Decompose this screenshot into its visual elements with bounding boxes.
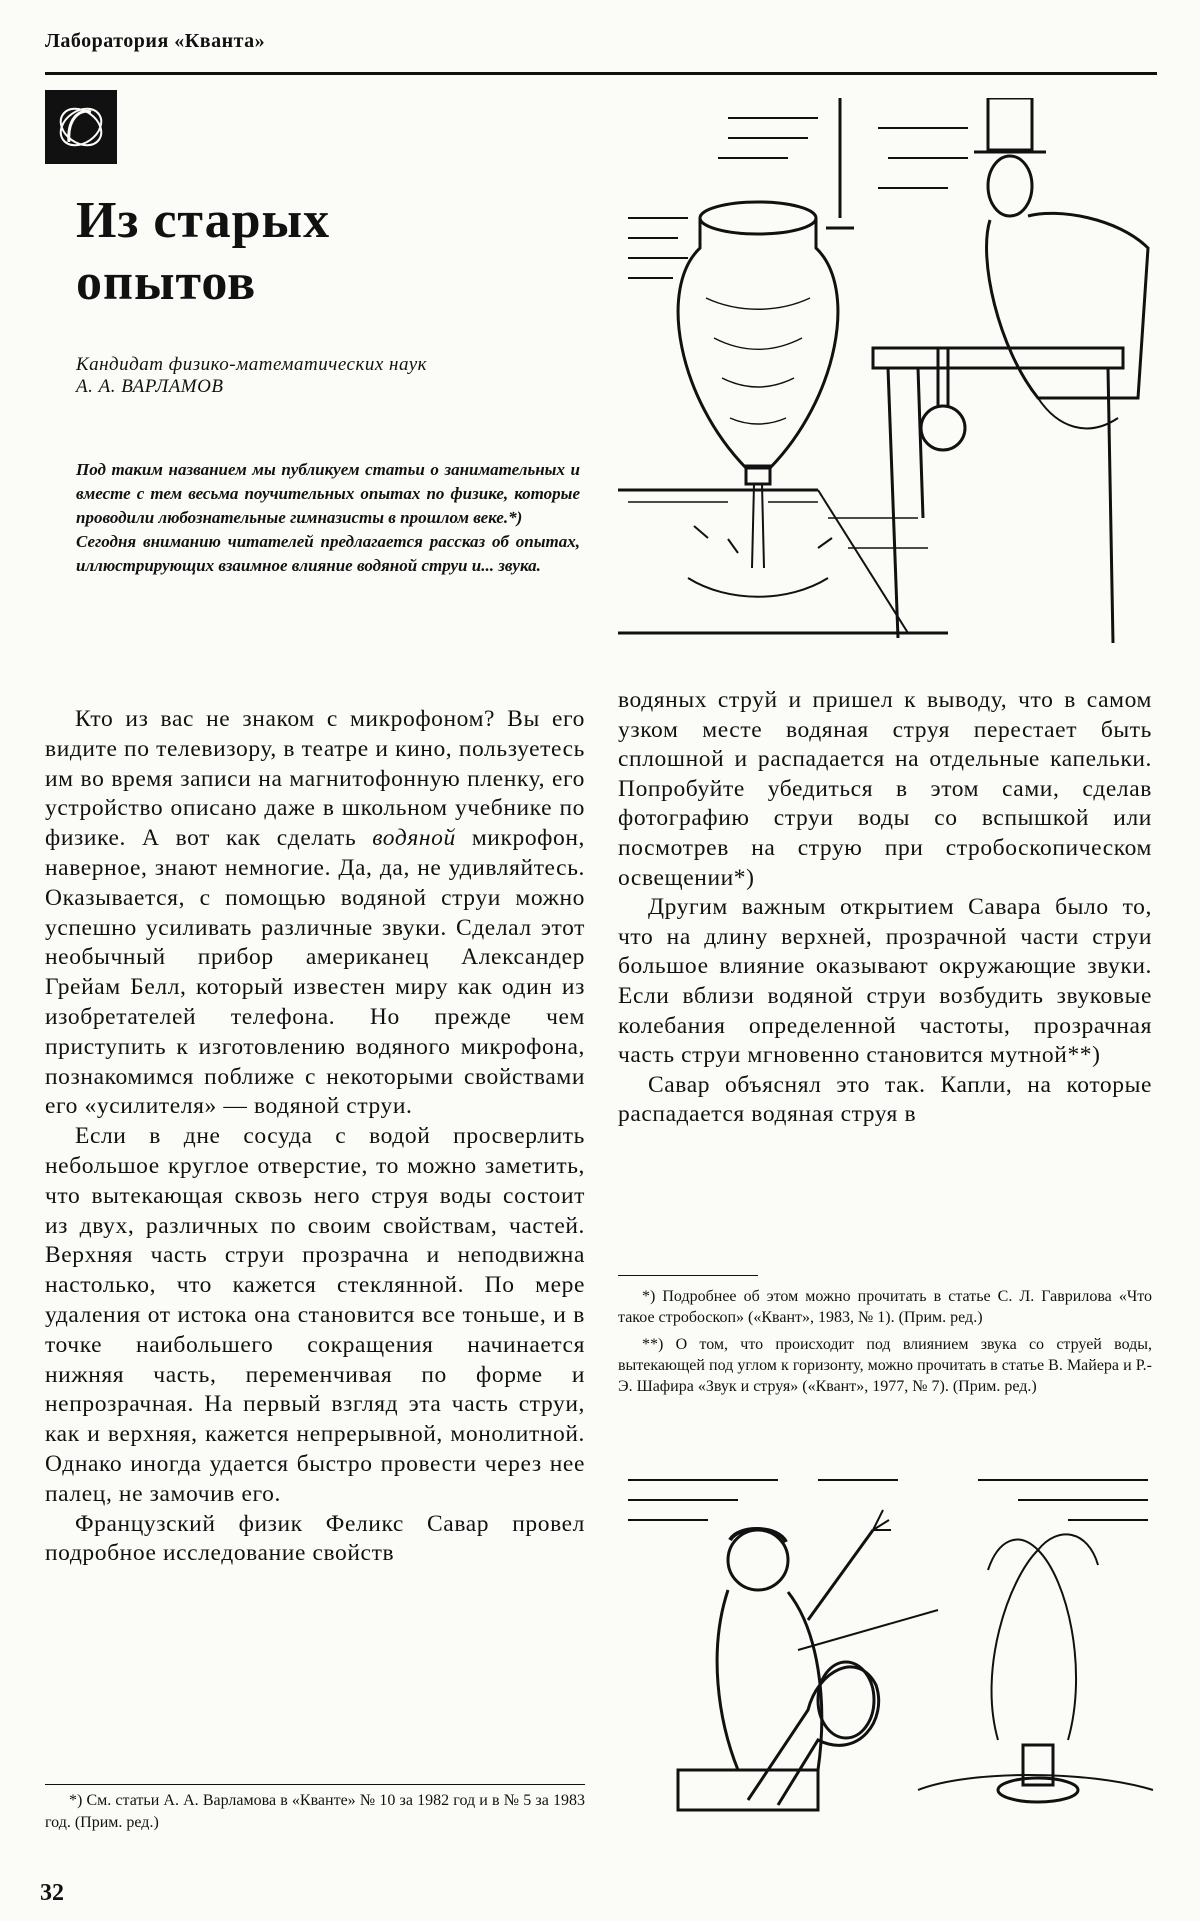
author-name: А. А. ВАРЛАМОВ <box>76 376 224 397</box>
article-title <box>76 190 330 314</box>
footnote: **) О том, что происходит под влиянием звука со струей воды, вытекающей под углом к горизонту, можно прочитать в статье В. Майера и Р.-Э. Шафира «Звук и струя» («Квант», 1977, № 7). (Прим. ред.) <box>618 1336 1152 1395</box>
lead-text-2: Сегодня вниманию читателей предлагается рассказ об опытах, иллюстрирующих взаимное влияние водяной струи и... звука. <box>76 532 580 575</box>
lead-text-1: Под таким названием мы публикуем статьи о занимательных и вместе с тем весьма поучительных опытах по физике, которые проводили любознательные гимназисты в прошлом веке.*) <box>76 460 580 527</box>
illustration-vessel-and-gentleman <box>618 98 1158 678</box>
body-text: микрофон, наверное, знают немногие. Да, да, не удивляйтесь. Оказывается, с помощью водяной струи можно успешно усиливать различные звуки. Сделал этот необычный прибор американец Александер Грейам Белл, который известен миру как один из изобретателей телефона. Но прежде чем приступить к изготовлению водяного микрофона, познакомимся поближе с некоторыми свойствами его «усилителя» — водяной струи. <box>45 825 586 1120</box>
page-number: 32 <box>40 1880 64 1906</box>
footnote: *) См. статьи А. А. Варламова в «Кванте» № 10 за 1982 год и в № 5 за 1983 год. (Прим. ред.) <box>45 1792 585 1831</box>
lead-paragraph <box>76 458 580 578</box>
body-column-right <box>618 686 1152 1130</box>
body-column-left <box>45 705 585 1569</box>
emphasis-text: водяной <box>372 825 456 852</box>
footnote-rule <box>618 1275 758 1276</box>
footnotes-right <box>618 1286 1152 1403</box>
illustration-gramophone-and-fountain <box>618 1470 1158 1830</box>
header-rule <box>45 72 1157 75</box>
body-text: Кто из вас не знаком с микрофоном? Вы его видите по телевизору, в театре и кино, пользуетесь им во время записи на магнитофонную пленку, его устройство описано даже в школьном учебнике по физике. А вот как сделать <box>45 706 585 852</box>
author-degree: Кандидат физико-математических наук <box>76 354 428 375</box>
body-paragraph <box>45 705 585 1122</box>
footnotes-left <box>45 1790 585 1840</box>
body-paragraph: Если в дне сосуда с водой просверлить небольшое круглое отверстие, то можно заметить, что вытекающая сквозь него струя воды состоит из двух, различных по своим свойствам, частей. Верхняя часть струи прозрачна и неподвижна настолько, что кажется стеклянной. По мере удаления от истока она становится все тоньше, и в точке наибольшего сокращения начинается нижняя часть, переменчивая по форме и непрозрачная. На первый взгляд эта часть струи, как и верхняя, кажется непрерывной, монолитной. Однако иногда удается быстро провести через нее палец, не замочив его. <box>45 1123 585 1507</box>
section-header: Лаборатория «Кванта» <box>45 30 266 52</box>
footnote: *) Подробнее об этом можно прочитать в статье С. Л. Гаврилова «Что такое стробоскоп» («Квант», 1983, № 1). (Прим. ред.) <box>618 1288 1152 1326</box>
rubric-logo <box>45 90 117 164</box>
title-line-1: Из старых <box>76 192 331 249</box>
rubric-logo-icon <box>45 90 117 164</box>
body-paragraph: Французский физик Феликс Савар провел подробное исследование свойств <box>45 1510 585 1567</box>
body-paragraph: Савар объяснял это так. Капли, на которые распадается водяная струя в <box>618 1071 1152 1128</box>
body-paragraph: Другим важным открытием Савара было то, что на длину верхней, прозрачной части струи большое влияние оказывают окружающие звуки. Если вблизи водяной струи возбудить звуковые колебания определенной частоты, прозрачная часть струи мгновенно становится мутной**) <box>618 894 1152 1069</box>
title-line-2: опытов <box>76 254 257 311</box>
footnote-rule <box>45 1784 585 1785</box>
body-paragraph: водяных струй и пришел к выводу, что в самом узком месте водяная струя перестает быть сплошной и распадается на отдельные капельки. Попробуйте убедиться в этом сами, сделав фотографию струи воды со вспышкой или посмотрев на струю при стробоскопическом освещении*) <box>618 687 1152 891</box>
author-block <box>76 354 427 398</box>
